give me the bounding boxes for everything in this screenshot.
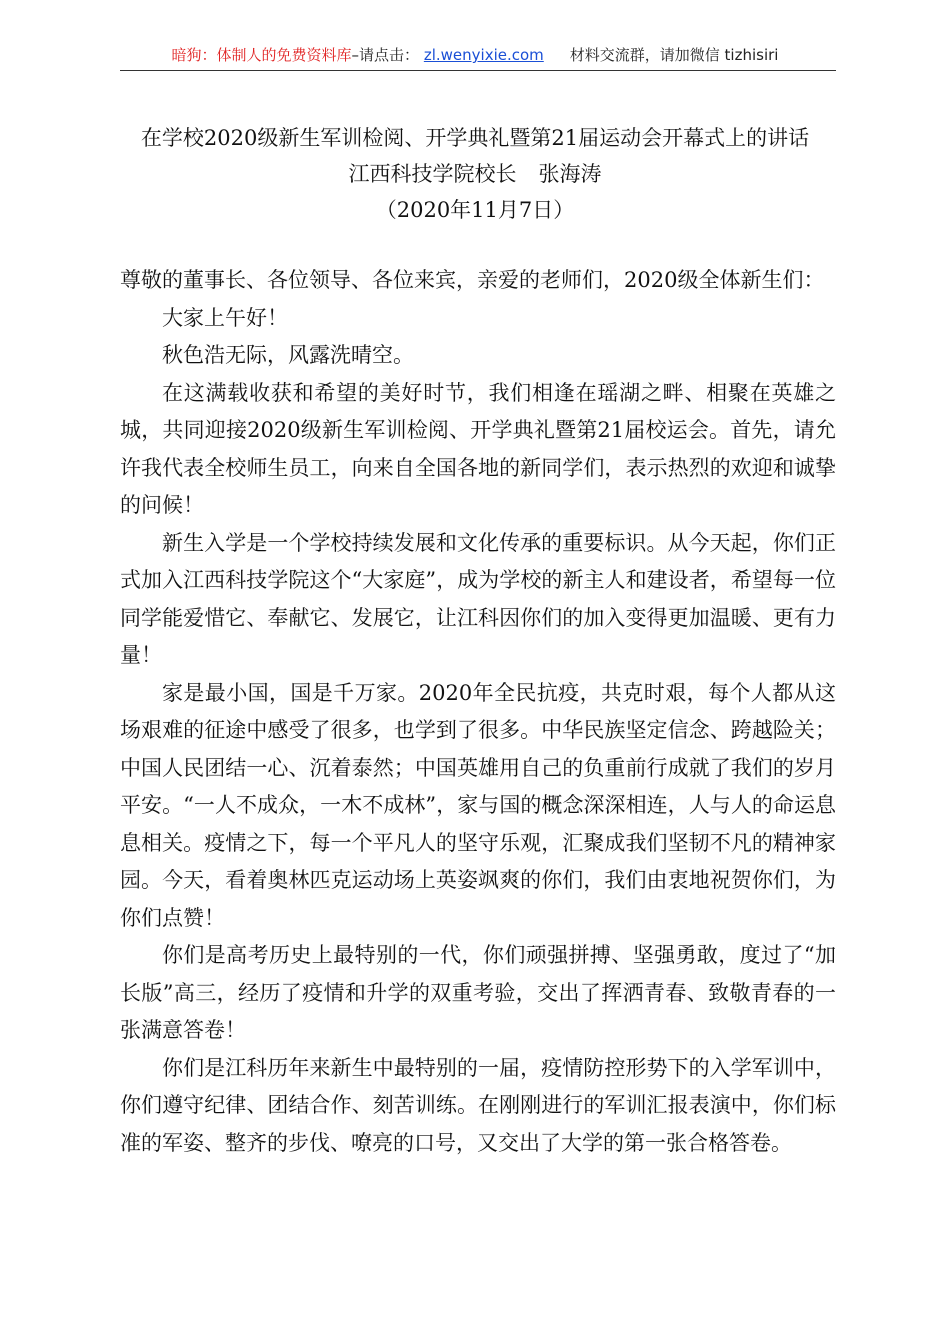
- body-paragraph: 在这满载收获和希望的美好时节，我们相逢在瑶湖之畔、相聚在英雄之城，共同迎接2020级新生军训检阅、开学典礼暨第21届校运会。首先，请允许我代表全校师生员工，向来自全国各地的新同学们，表示热烈的欢迎和诚挚的问候！: [120, 380, 836, 517]
- body-paragraph: 新生入学是一个学校持续发展和文化传承的重要标识。从今天起，你们正式加入江西科技学院这个“大家庭”，成为学校的新主人和建设者，希望每一位同学能爱惜它、奉献它、发展它，让江科因你们的加入变得更加温暖、更有力量！: [120, 530, 836, 667]
- author-organization: 江西科技学院校长: [348, 162, 517, 186]
- body-paragraph: 秋色浩无际，风露洗晴空。: [162, 343, 414, 367]
- header-brand: 暗狗：体制人的免费资料库: [171, 46, 352, 64]
- document-title-block: [0, 120, 950, 228]
- body-paragraph: 你们是高考历史上最特别的一代，你们顽强拼搏、坚强勇敢，度过了“加长版”高三，经历了疫情和升学的双重考验，交出了挥洒青春、致敬青春的一张满意答卷！: [120, 943, 836, 1042]
- document-date: （2020年11月7日）: [375, 198, 575, 222]
- document-title: 在学校2020级新生军训检阅、开学典礼暨第21届运动会开幕式上的讲话: [140, 126, 810, 150]
- header-prompt: –请点击：: [351, 46, 420, 64]
- page-header: [0, 44, 950, 66]
- document-body: [120, 262, 836, 1162]
- header-contact: 材料交流群，请加微信 tizhisiri: [569, 46, 779, 64]
- body-paragraph: 大家上午好！: [162, 305, 288, 330]
- salutation-paragraph: 尊敬的董事长、各位领导、各位来宾，亲爱的老师们，2020级全体新生们：: [120, 268, 825, 292]
- body-paragraph: 家是最小国，国是千万家。2020年全民抗疫，共克时艰，每个人都从这场艰难的征途中感受了很多，也学到了很多。中华民族坚定信念、跨越险关；中国人民团结一心、沉着泰然；中国英雄用自己的负重前行成就了我们的岁月平安。“一人不成众，一木不成林”，家与国的概念深深相连，人与人的命运息息相关。疫情之下，每一个平凡人的坚守乐观，汇聚成我们坚韧不凡的精神家园。今天，看着奥林匹克运动场上英姿飒爽的你们，我们由衷地祝贺你们，为你们点赞！: [120, 680, 836, 930]
- header-link[interactable]: zl.wenyixie.com: [423, 46, 544, 64]
- author-name: 张海涛: [538, 162, 602, 186]
- header-divider: [120, 70, 836, 71]
- document-author: [0, 156, 950, 192]
- body-paragraph: 你们是江科历年来新生中最特别的一届，疫情防控形势下的入学军训中，你们遵守纪律、团结合作、刻苦训练。在刚刚进行的军训汇报表演中，你们标准的军姿、整齐的步伐、嘹亮的口号，又交出了大学的第一张合格答卷。: [120, 1055, 836, 1155]
